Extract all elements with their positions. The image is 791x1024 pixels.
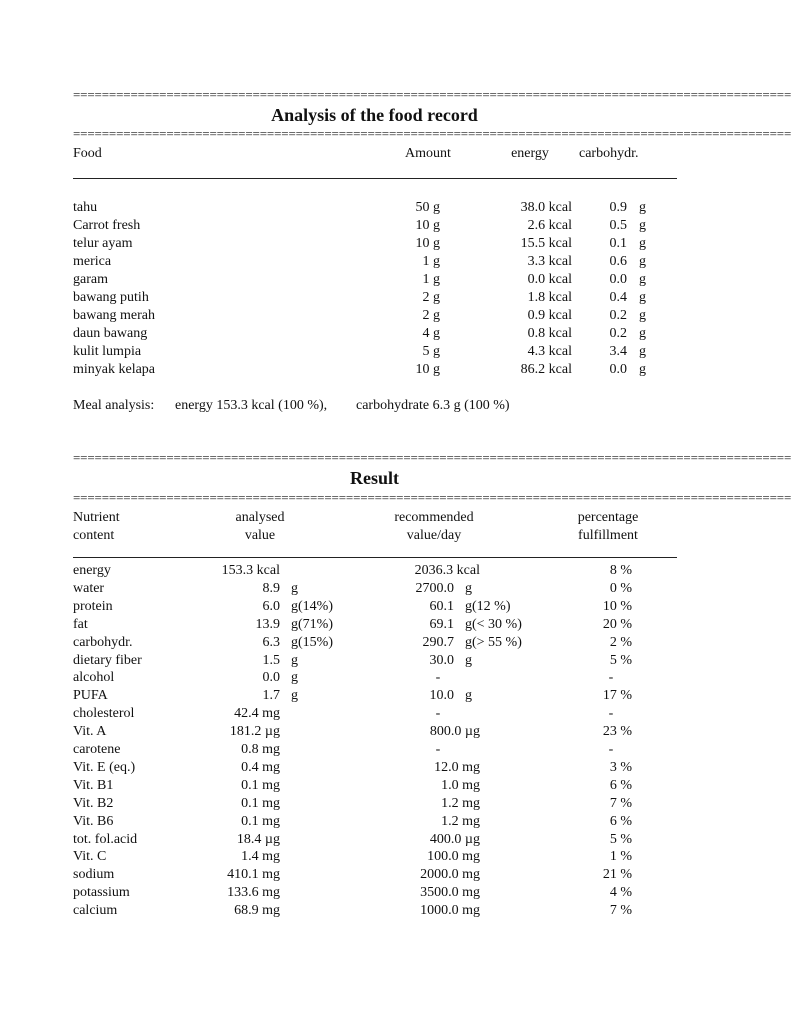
food-name: bawang merah [73, 308, 156, 323]
food-amount: 10 g [415, 218, 440, 233]
nutrient-name: Vit. B1 [73, 777, 114, 793]
recommended-value: 3500.0 mg [420, 885, 480, 901]
food-amount: 5 g [422, 344, 440, 359]
food-amount: 4 g [422, 326, 440, 341]
header-percentage-1: percentage [577, 510, 639, 525]
recommended-value: 400.0 µg [429, 831, 480, 847]
food-row [0, 271, 768, 289]
separator-title: ==================================================================================================== [73, 126, 791, 141]
nutrient-name: alcohol [73, 670, 115, 686]
recommended-value: - [435, 706, 441, 722]
analysed-unit: g(15%) [291, 634, 333, 650]
recommended-value: 1.2 mg [441, 795, 480, 811]
recommended-unit: g [465, 688, 472, 704]
recommended-value: 1.0 mg [441, 777, 480, 793]
food-row [0, 217, 768, 235]
recommended-value: 60.1 [429, 598, 454, 614]
result-header-rule [73, 557, 677, 558]
food-carb-unit: g [639, 362, 646, 377]
header-recommended-1: recommended [394, 510, 474, 525]
food-energy: 4.3 kcal [527, 344, 572, 359]
nutrient-name: Vit. C [73, 849, 107, 865]
analysed-unit: g [291, 670, 298, 686]
nutrient-row [0, 884, 768, 902]
header-analysed-2: value [244, 528, 276, 543]
food-carb: 0.6 [609, 254, 627, 269]
food-amount: 10 g [415, 362, 440, 377]
recommended-value: 1.2 mg [441, 813, 480, 829]
percentage-fulfillment: 0 % [609, 580, 632, 596]
food-name: merica [73, 254, 112, 269]
food-energy: 2.6 kcal [527, 218, 572, 233]
food-section-title: Analysis of the food record [271, 105, 478, 125]
nutrient-row [0, 866, 768, 884]
food-name: daun bawang [73, 326, 148, 341]
food-amount: 10 g [415, 236, 440, 251]
food-carb-unit: g [639, 344, 646, 359]
nutrient-row [0, 777, 768, 795]
nutrient-row [0, 795, 768, 813]
recommended-unit: g [465, 652, 472, 668]
nutrient-name: dietary fiber [73, 652, 142, 668]
food-name: minyak kelapa [73, 362, 156, 377]
analysed-value: 6.0 [262, 598, 280, 614]
recommended-unit: g(12 %) [465, 598, 511, 614]
nutrient-row [0, 759, 768, 777]
recommended-value: 12.0 mg [434, 759, 480, 775]
food-carb-unit: g [639, 200, 646, 215]
nutrient-row [0, 831, 768, 849]
nutrient-row [0, 634, 768, 652]
header-nutrient-1: Nutrient [73, 510, 120, 525]
food-name: telur ayam [73, 236, 133, 251]
recommended-value: - [435, 670, 441, 686]
percentage-fulfillment: 2 % [609, 634, 632, 650]
separator-result-top: ==================================================================================================== [73, 450, 791, 465]
analysed-value: 42.4 mg [234, 706, 280, 722]
percentage-fulfillment: - [608, 706, 614, 722]
meal-analysis-energy: energy 153.3 kcal (100 %), [175, 398, 328, 413]
nutrient-name: Vit. B6 [73, 813, 114, 829]
nutrient-row [0, 902, 768, 920]
recommended-unit: g [465, 580, 472, 596]
percentage-fulfillment: 8 % [609, 563, 632, 578]
food-energy: 3.3 kcal [527, 254, 572, 269]
food-carb: 0.1 [609, 236, 627, 251]
food-carb-unit: g [639, 290, 646, 305]
analysed-value: 0.0 [262, 670, 280, 686]
nutrient-row [0, 580, 768, 598]
nutrient-name: energy [73, 563, 111, 578]
analysed-value: 6.3 [262, 634, 280, 650]
food-energy: 86.2 kcal [520, 362, 572, 377]
nutrient-row [0, 741, 768, 759]
food-energy: 0.0 kcal [527, 272, 572, 287]
food-carb: 3.4 [609, 344, 627, 359]
percentage-fulfillment: 7 % [609, 903, 632, 919]
food-row [0, 325, 768, 343]
food-name: garam [73, 272, 108, 287]
nutrient-name: Vit. E (eq.) [73, 759, 136, 775]
percentage-fulfillment: 23 % [602, 724, 632, 740]
analysed-unit: g [291, 688, 298, 704]
recommended-unit: g(> 55 %) [465, 634, 522, 650]
nutrient-name: PUFA [73, 688, 108, 704]
percentage-fulfillment: 5 % [609, 652, 632, 668]
percentage-fulfillment: 6 % [609, 777, 632, 793]
food-energy: 0.8 kcal [527, 326, 572, 341]
analysed-unit: g(14%) [291, 598, 333, 614]
food-row [0, 361, 768, 379]
recommended-value: 2000.0 mg [420, 867, 480, 883]
header-percentage-2: fulfillment [578, 528, 638, 543]
recommended-value: 30.0 [429, 652, 454, 668]
percentage-fulfillment: 21 % [602, 867, 632, 883]
food-name: bawang putih [73, 290, 149, 305]
nutrient-row [0, 562, 768, 580]
recommended-value: 2036.3 kcal [414, 563, 480, 578]
recommended-value: 1000.0 mg [420, 903, 480, 919]
recommended-value: 800.0 µg [429, 724, 480, 740]
nutrient-name: sodium [73, 867, 115, 883]
food-row [0, 235, 768, 253]
recommended-value: 2700.0 [415, 580, 454, 596]
analysed-value: 0.4 mg [241, 759, 280, 775]
nutrient-name: carotene [73, 742, 121, 757]
meal-analysis-label: Meal analysis: [73, 398, 155, 413]
percentage-fulfillment: 20 % [602, 616, 632, 632]
nutrient-name: tot. fol.acid [73, 831, 138, 847]
recommended-unit: g(< 30 %) [465, 616, 522, 632]
food-carb: 0.2 [609, 308, 627, 323]
food-amount: 2 g [422, 308, 440, 323]
header-recommended-2: value/day [406, 528, 462, 543]
food-amount: 1 g [422, 254, 440, 269]
food-name: kulit lumpia [73, 344, 142, 359]
food-name: Carrot fresh [73, 218, 141, 233]
analysed-unit: g(71%) [291, 616, 333, 632]
header-carbohydr: carbohydr. [579, 146, 639, 161]
analysed-value: 0.1 mg [241, 777, 280, 793]
food-carb-unit: g [639, 326, 646, 341]
header-nutrient-2: content [73, 528, 115, 543]
food-energy: 1.8 kcal [527, 290, 572, 305]
recommended-value: - [435, 742, 441, 757]
header-amount: Amount [405, 146, 451, 161]
percentage-fulfillment: - [608, 670, 614, 686]
analysed-value: 1.7 [262, 688, 280, 704]
analysed-value: 1.4 mg [241, 849, 280, 865]
nutrient-name: Vit. A [73, 724, 107, 740]
separator-top: ==================================================================================================== [73, 87, 791, 102]
food-row [0, 289, 768, 307]
food-amount: 50 g [415, 200, 440, 215]
analysed-value: 181.2 µg [229, 724, 280, 740]
recommended-value: 69.1 [429, 616, 454, 632]
nutrient-name: carbohydr. [73, 634, 133, 650]
analysed-value: 1.5 [262, 652, 280, 668]
food-amount: 1 g [422, 272, 440, 287]
nutrient-row [0, 669, 768, 687]
nutrient-row [0, 705, 768, 723]
analysed-value: 68.9 mg [234, 903, 280, 919]
food-carb: 0.2 [609, 326, 627, 341]
food-energy: 38.0 kcal [520, 200, 572, 215]
recommended-value: 10.0 [429, 688, 454, 704]
percentage-fulfillment: 10 % [602, 598, 632, 614]
nutrient-row [0, 848, 768, 866]
food-carb: 0.4 [609, 290, 627, 305]
food-carb-unit: g [639, 236, 646, 251]
recommended-value: 100.0 mg [427, 849, 480, 865]
meal-analysis-carbohydrate: carbohydrate 6.3 g (100 %) [356, 398, 510, 413]
food-name: tahu [73, 200, 98, 215]
analysed-unit: g [291, 652, 298, 668]
header-food: Food [73, 146, 102, 161]
food-carb-unit: g [639, 272, 646, 287]
nutrient-name: potassium [73, 885, 130, 901]
nutrient-row [0, 687, 768, 705]
percentage-fulfillment: 5 % [609, 831, 632, 847]
result-section-title: Result [350, 468, 399, 488]
recommended-value: 290.7 [422, 634, 454, 650]
food-carb: 0.0 [609, 272, 627, 287]
analysed-value: 0.1 mg [241, 813, 280, 829]
percentage-fulfillment: 7 % [609, 795, 632, 811]
analysed-value: 8.9 [262, 580, 280, 596]
header-analysed-1: analysed [235, 510, 285, 525]
food-row [0, 307, 768, 325]
food-carb: 0.5 [609, 218, 627, 233]
nutrient-row [0, 652, 768, 670]
nutrient-row [0, 616, 768, 634]
percentage-fulfillment: 3 % [609, 759, 632, 775]
analysed-value: 0.8 mg [241, 742, 280, 757]
nutrient-row [0, 813, 768, 831]
analysed-value: 13.9 [255, 616, 280, 632]
nutrient-name: water [73, 580, 105, 596]
nutrient-row [0, 598, 768, 616]
food-carb: 0.9 [609, 200, 627, 215]
analysed-value: 153.3 kcal [221, 563, 280, 578]
analysed-unit: g [291, 580, 298, 596]
percentage-fulfillment: 6 % [609, 813, 632, 829]
separator-result-title: ==================================================================================================== [73, 490, 791, 505]
nutrient-row [0, 723, 768, 741]
percentage-fulfillment: - [608, 742, 614, 757]
header-energy: energy [511, 146, 549, 161]
nutrient-name: Vit. B2 [73, 795, 114, 811]
percentage-fulfillment: 4 % [609, 885, 632, 901]
nutrient-name: protein [73, 598, 113, 614]
analysed-value: 133.6 mg [227, 885, 280, 901]
analysed-value: 410.1 mg [227, 867, 280, 883]
nutrient-name: calcium [73, 903, 118, 919]
food-carb: 0.0 [609, 362, 627, 377]
food-row [0, 343, 768, 361]
percentage-fulfillment: 17 % [602, 688, 632, 704]
food-energy: 15.5 kcal [520, 236, 572, 251]
analysed-value: 0.1 mg [241, 795, 280, 811]
analysed-value: 18.4 µg [236, 831, 280, 847]
food-carb-unit: g [639, 218, 646, 233]
percentage-fulfillment: 1 % [609, 849, 632, 865]
food-energy: 0.9 kcal [527, 308, 572, 323]
food-row [0, 199, 768, 217]
header-rule [73, 178, 677, 179]
food-carb-unit: g [639, 308, 646, 323]
nutrient-name: cholesterol [73, 706, 135, 722]
food-amount: 2 g [422, 290, 440, 305]
food-carb-unit: g [639, 254, 646, 269]
nutrient-name: fat [73, 616, 88, 632]
food-row [0, 253, 768, 271]
